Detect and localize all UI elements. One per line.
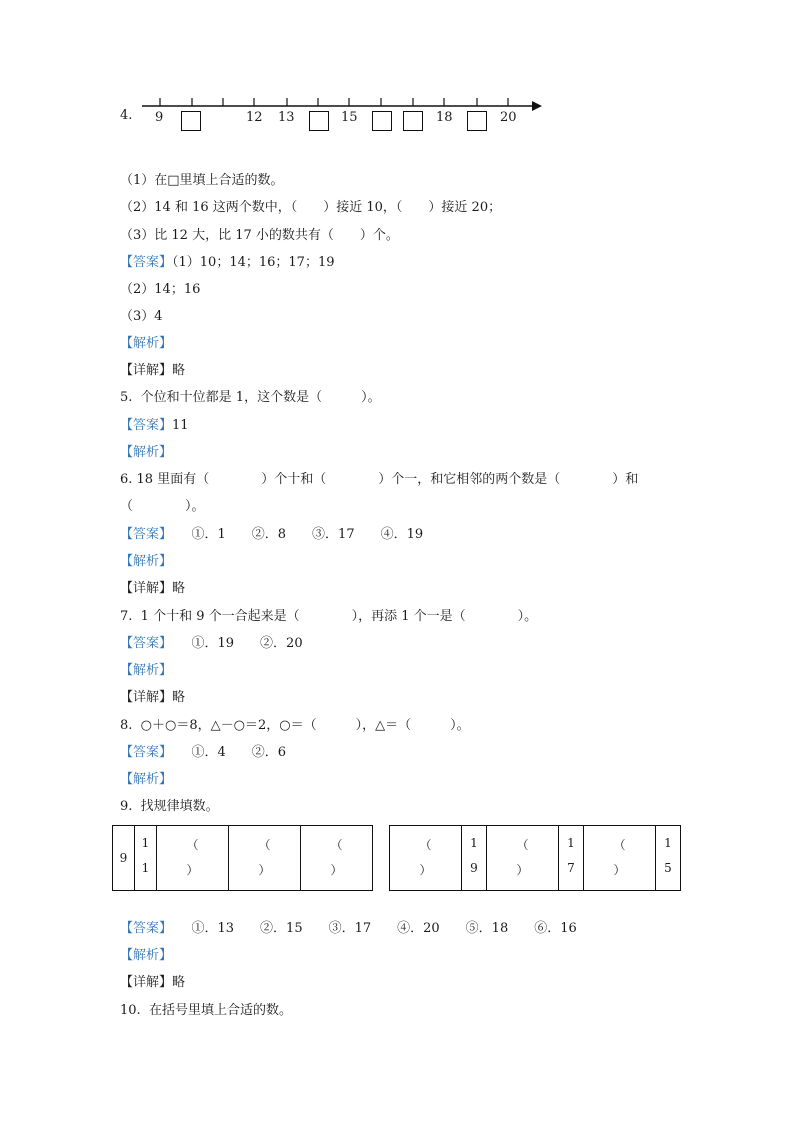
q6-analysis-tag: 【解析】 [120, 554, 173, 569]
detail-text: 略 [172, 690, 186, 705]
q7-question: 7. 1 个十和 9 个一合起来是（ ），再添 1 个一是（ ）。 [120, 609, 538, 624]
answer-box-3[interactable] [372, 111, 392, 131]
q7-analysis-tag: 【解析】 [120, 663, 173, 678]
paren-close: ） [613, 863, 626, 877]
paren-open: （ [613, 838, 626, 852]
q4-answer-2: （2）14；16 [120, 282, 201, 297]
q4-answer-3: （3）4 [120, 309, 163, 324]
answer-tag: 【答案】 [120, 255, 173, 270]
paren-close: ） [516, 863, 529, 877]
blank-cell[interactable] [390, 826, 462, 891]
sequence-table-right [389, 825, 681, 891]
tick-label-13: 13 [278, 110, 295, 125]
tick-label-20: 20 [500, 110, 517, 125]
paren-close: ） [330, 863, 343, 877]
answer-text: ①．4 ②．6 [165, 745, 287, 760]
answer-tag: 【答案】 [120, 636, 166, 651]
tick-label-9: 9 [155, 110, 164, 125]
answer-tag: 【答案】 [120, 745, 166, 760]
answer-box-5[interactable] [467, 111, 487, 131]
detail-tag: 【详解】 [120, 690, 173, 705]
seq-cell [559, 826, 584, 891]
q4-answer [120, 255, 335, 271]
q4-sub1: （1）在□里填上合适的数。 [120, 173, 284, 188]
tick-label-15: 15 [341, 110, 358, 125]
q7-answer [120, 636, 303, 652]
seq-digit: 5 [664, 861, 672, 875]
q5-question: 5. 个位和十位都是 1，这个数是（ ）。 [120, 390, 381, 405]
answer-tag: 【答案】 [120, 921, 166, 936]
q8-answer [120, 745, 286, 761]
seq-digit: 1 [470, 836, 478, 850]
blank-cell[interactable] [229, 826, 301, 891]
q6-question-line2: （ ）。 [120, 499, 205, 514]
blank-cell[interactable] [487, 826, 559, 891]
q9-detail [120, 975, 185, 991]
q8-analysis-tag: 【解析】 [120, 772, 173, 787]
answer-text: ①．1 ②．8 ③．17 ④．19 [165, 527, 424, 542]
blank-cell[interactable] [157, 826, 229, 891]
seq-cell [135, 826, 157, 891]
detail-tag: 【详解】 [120, 581, 173, 596]
paren-open: （ [186, 838, 199, 852]
answer-box-4[interactable] [403, 111, 423, 131]
answer-box-2[interactable] [309, 111, 329, 131]
detail-text: 略 [172, 581, 186, 596]
seq-digit: 1 [567, 836, 575, 850]
seq-digit: 1 [141, 861, 150, 875]
q9-answer [120, 921, 577, 937]
detail-text: 略 [172, 975, 186, 990]
paren-close: ） [419, 863, 432, 877]
paren-close: ） [258, 863, 271, 877]
blank-cell[interactable] [584, 826, 656, 891]
q6-detail [120, 581, 185, 597]
seq-digit: 1 [141, 836, 150, 850]
detail-tag: 【详解】 [120, 363, 173, 378]
answer-text: ①．19 ②．20 [165, 636, 303, 651]
paren-open: （ [330, 838, 343, 852]
q8-question: 8. ○＋○＝8，△－○＝2，○＝（ ），△＝（ ）。 [120, 718, 470, 733]
sequence-table-left [112, 825, 373, 891]
q5-analysis-tag: 【解析】 [120, 445, 173, 460]
seq-cell [656, 826, 681, 891]
tick-label-18: 18 [436, 110, 453, 125]
q10-question: 10. 在括号里填上合适的数。 [120, 1003, 292, 1018]
paren-open: （ [419, 838, 432, 852]
paren-open: （ [516, 838, 529, 852]
seq-digit: 7 [567, 861, 575, 875]
seq-digit: 1 [664, 836, 672, 850]
answer-tag: 【答案】 [120, 527, 166, 542]
answer-box-1[interactable] [181, 111, 201, 131]
tick-label-12: 12 [246, 110, 263, 125]
answer-text: （1）10；14；16；17；19 [172, 255, 335, 270]
q6-question-line1: 6. 18 里面有（ ）个十和（ ）个一，和它相邻的两个数是（ ）和 [120, 472, 639, 487]
q4-sub2: （2）14 和 16 这两个数中，（ ）接近 10，（ ）接近 20； [120, 200, 502, 215]
paren-close: ） [186, 863, 199, 877]
q4-number: 4. [120, 108, 133, 123]
paren-open: （ [258, 838, 271, 852]
seq-cell [462, 826, 487, 891]
q9-question: 9. 找规律填数。 [120, 799, 219, 814]
answer-tag: 【答案】 [120, 418, 173, 433]
q9-analysis-tag: 【解析】 [120, 948, 173, 963]
answer-text: 11 [172, 418, 189, 433]
answer-text: ①．13 ②．15 ③．17 ④．20 ⑤．18 ⑥．16 [165, 921, 577, 936]
detail-tag: 【详解】 [120, 975, 173, 990]
q6-answer [120, 527, 423, 543]
q4-sub3: （3）比 12 大，比 17 小的数共有（ ）个。 [120, 228, 399, 243]
blank-cell[interactable] [301, 826, 373, 891]
seq-number: 9 [119, 851, 128, 865]
q5-answer [120, 418, 189, 434]
q4-analysis-tag: 【解析】 [120, 336, 173, 351]
q4-detail [120, 363, 185, 379]
seq-cell [113, 826, 135, 891]
detail-text: 略 [172, 363, 186, 378]
q7-detail [120, 690, 185, 706]
seq-digit: 9 [470, 861, 478, 875]
